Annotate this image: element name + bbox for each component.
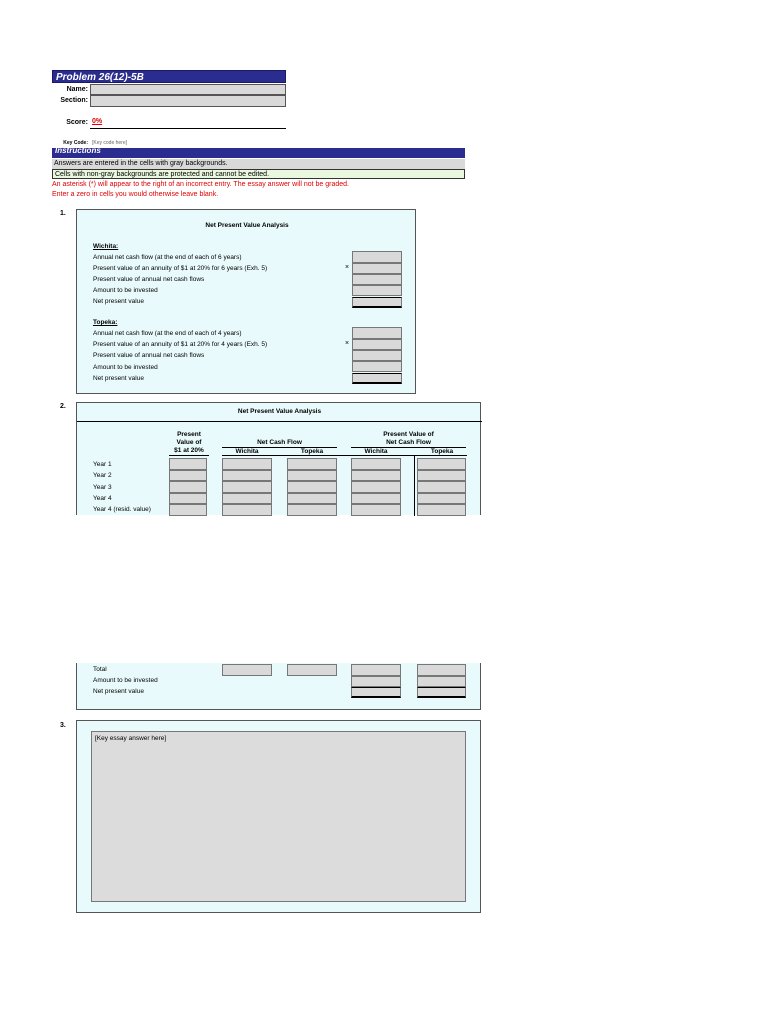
ncf-wichita-cell[interactable] [222, 481, 272, 493]
subheader-underline [222, 455, 467, 456]
ncf-topeka-cell[interactable] [287, 470, 337, 481]
ncf-wichita-cell[interactable] [222, 504, 272, 516]
ncf-topeka-cell[interactable] [287, 493, 337, 504]
topeka-multiply-symbol: × [345, 340, 350, 347]
invest-wichita-cell[interactable] [351, 676, 401, 687]
ncf-topeka-column [287, 458, 337, 516]
part2-panel-top [76, 402, 481, 515]
key-code-value: [Key code here] [92, 140, 128, 146]
year-2-label: Year 2 [93, 472, 112, 479]
total-ncf-topeka-cell[interactable] [287, 664, 337, 676]
npv-label: Net present value [93, 688, 144, 695]
part1-panel [76, 209, 416, 394]
part3-panel [76, 720, 481, 913]
year-4-label: Year 4 [93, 495, 112, 502]
topeka-pv-annuity-cell[interactable] [352, 339, 402, 350]
pvncf-wichita-column [351, 458, 401, 516]
problem-title: Problem 26(12)-5B [52, 70, 286, 83]
col-pv-line2: Value of [176, 439, 202, 446]
topeka-ncf-cell[interactable] [352, 327, 402, 339]
invest-topeka-cell[interactable] [417, 676, 466, 687]
pvncf-topeka-cell[interactable] [417, 458, 466, 470]
pvncf-wichita-cell[interactable] [351, 470, 401, 481]
wichita-multiply-symbol: × [345, 264, 350, 271]
part2-panel-bottom [76, 663, 481, 710]
topeka-row-pv-ncf: Present value of annual net cash flows [93, 352, 205, 359]
year-4-resid-label: Year 4 (resid. value) [93, 506, 151, 513]
score-label: Score: [66, 119, 88, 126]
essay-answer-box[interactable] [91, 731, 466, 902]
ncf-topeka-cell[interactable] [287, 504, 337, 516]
score-line [90, 118, 286, 129]
ncf-topeka-cell[interactable] [287, 481, 337, 493]
wichita-row-invest: Amount to be invested [93, 287, 158, 294]
part2-title: Net Present Value Analysis [237, 408, 322, 415]
wichita-row-pv-annuity: Present value of an annuity of $1 at 20% for 6 years (Exh. 5) [93, 265, 268, 272]
pvncf-wichita-cell[interactable] [351, 504, 401, 516]
ncf-wichita-cell[interactable] [222, 458, 272, 470]
pv-factor-cell[interactable] [169, 481, 207, 493]
part2-title-divider [77, 421, 482, 422]
pvncf-wichita-cell[interactable] [351, 481, 401, 493]
pvncf-wichita-cell[interactable] [351, 493, 401, 504]
wichita-heading: Wichita: [93, 243, 119, 250]
part1-title: Net Present Value Analysis [205, 222, 289, 229]
year-1-label: Year 1 [93, 461, 112, 468]
name-field[interactable] [90, 84, 286, 95]
total-ncf-wichita-cell[interactable] [222, 664, 272, 676]
wichita-row-pv-ncf: Present value of annual net cash flows [93, 276, 205, 283]
wichita-pv-annuity-cell[interactable] [352, 263, 402, 274]
wichita-invest-cell[interactable] [352, 285, 402, 296]
col-pv-line1: Present [177, 431, 201, 438]
sub-pvncf-topeka: Topeka [430, 448, 454, 455]
wichita-npv-cell[interactable] [352, 297, 402, 308]
essay-placeholder: [Key essay answer here] [95, 735, 167, 742]
total-pvncf-topeka-cell[interactable] [417, 664, 466, 676]
instruction-asterisk: An asterisk (*) will appear to the right of an incorrect entry. The essay answer will not be graded. [52, 181, 349, 188]
pvncf-topeka-cell[interactable] [417, 504, 466, 516]
instruction-zero: Enter a zero in cells you would otherwise leave blank. [52, 191, 219, 198]
col-pv-line3: $1 at 20% [174, 447, 204, 454]
key-code-label: Key Code: [63, 140, 88, 146]
year-3-label: Year 3 [93, 484, 112, 491]
instructions-title: Instructions [52, 148, 465, 158]
pv-factor-cell[interactable] [169, 470, 207, 481]
topeka-npv-cell[interactable] [352, 373, 402, 384]
pvncf-topeka-cell[interactable] [417, 470, 466, 481]
pv-factor-column [169, 458, 207, 516]
npv-topeka-cell[interactable] [417, 687, 466, 698]
score-value: 0% [92, 118, 103, 125]
col-pv-underline [169, 455, 209, 456]
topeka-heading: Topeka: [93, 319, 118, 326]
pv-factor-cell[interactable] [169, 504, 207, 516]
pvncf-topeka-cell[interactable] [417, 493, 466, 504]
section-field[interactable] [90, 95, 286, 107]
ncf-wichita-cell[interactable] [222, 493, 272, 504]
sub-pvncf-wichita: Wichita [364, 448, 388, 455]
part1-number: 1. [60, 210, 66, 217]
instruction-protected: Cells with non-gray backgrounds are protected and cannot be edited. [52, 169, 465, 179]
pvncf-topeka-column [417, 458, 466, 516]
topeka-invest-cell[interactable] [352, 361, 402, 372]
npv-wichita-cell[interactable] [351, 687, 401, 698]
ncf-topeka-cell[interactable] [287, 458, 337, 470]
instruction-gray: Answers are entered in the cells with gray backgrounds. [52, 159, 465, 169]
pv-factor-cell[interactable] [169, 493, 207, 504]
sub-ncf-wichita: Wichita [235, 448, 259, 455]
wichita-ncf-cell[interactable] [352, 251, 402, 263]
part3-number: 3. [60, 722, 66, 729]
pv-factor-cell[interactable] [169, 458, 207, 470]
col-separator [414, 455, 415, 516]
part2-number: 2. [60, 403, 66, 410]
topeka-row-invest: Amount to be invested [93, 364, 158, 371]
topeka-row-npv: Net present value [93, 375, 144, 382]
wichita-row-ncf: Annual net cash flow (at the end of each of 6 years) [93, 254, 242, 261]
topeka-pv-ncf-cell[interactable] [352, 350, 402, 361]
total-pvncf-wichita-cell[interactable] [351, 664, 401, 676]
pvncf-wichita-cell[interactable] [351, 458, 401, 470]
col-pvncf-line1: Present Value of [383, 431, 434, 438]
section-label: Section: [60, 97, 88, 104]
col-pvncf-line2: Net Cash Flow [386, 439, 431, 446]
name-label: Name: [66, 86, 88, 93]
topeka-row-ncf: Annual net cash flow (at the end of each of 4 years) [93, 330, 242, 337]
invest-label: Amount to be invested [93, 677, 158, 684]
total-label: Total [93, 666, 107, 673]
wichita-pv-ncf-cell[interactable] [352, 274, 402, 285]
col-ncf: Net Cash Flow [257, 439, 302, 446]
topeka-row-pv-annuity: Present value of an annuity of $1 at 20% for 4 years (Exh. 5) [93, 341, 268, 348]
pvncf-topeka-cell[interactable] [417, 481, 466, 493]
ncf-wichita-cell[interactable] [222, 470, 272, 481]
sub-ncf-topeka: Topeka [300, 448, 324, 455]
ncf-wichita-column [222, 458, 272, 516]
wichita-row-npv: Net present value [93, 298, 144, 305]
